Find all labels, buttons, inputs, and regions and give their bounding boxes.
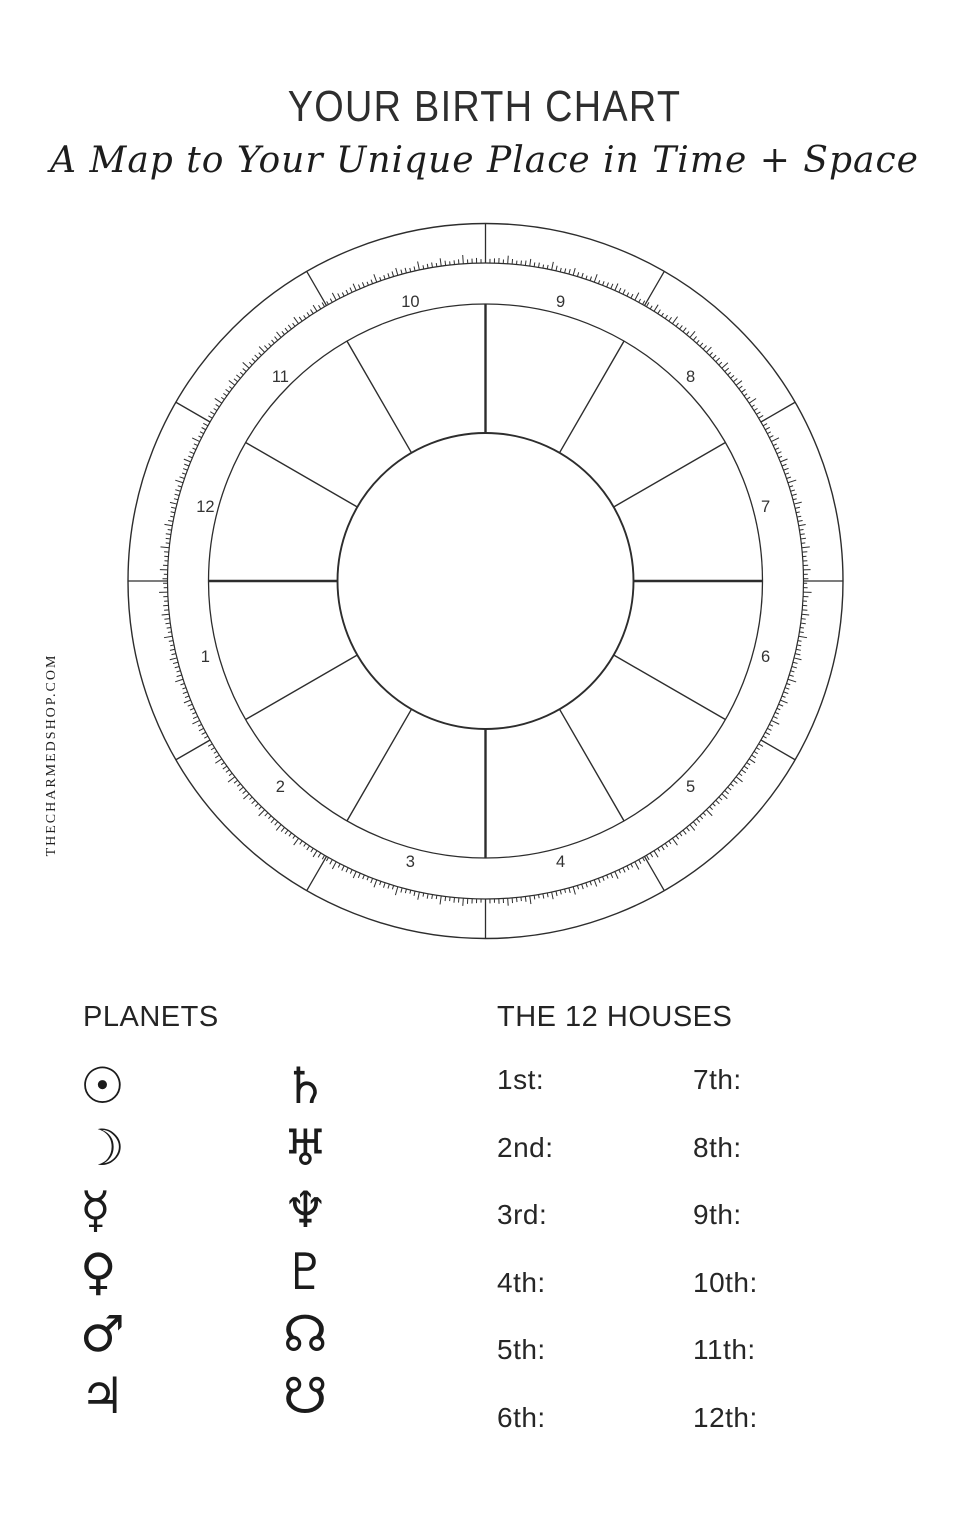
wheel-house-number-8: 8	[686, 367, 696, 386]
site-watermark: THECHARMEDSHOP.COM	[44, 653, 59, 857]
planet-glyph-pluto: ♇	[283, 1243, 328, 1301]
planet-glyph-sun: ☉	[80, 1057, 125, 1115]
house-cusp-line	[560, 709, 625, 821]
house-field-5th: 5th:	[497, 1334, 546, 1365]
house-field-12th: 12th:	[693, 1402, 758, 1433]
wheel-house-number-12: 12	[196, 497, 215, 516]
house-cusp-line	[614, 443, 726, 508]
house-field-2nd: 2nd:	[497, 1132, 554, 1163]
sign-division-line	[645, 271, 665, 305]
wheel-house-number-11: 11	[271, 367, 289, 386]
house-cusp-line	[614, 655, 726, 720]
wheel-house-number-7: 7	[761, 497, 771, 516]
houses-header: THE 12 HOUSES	[497, 1001, 733, 1033]
house-cusp-line	[246, 443, 358, 508]
inner-circle	[338, 433, 634, 729]
sign-division-line	[761, 740, 795, 760]
sign-division-line	[176, 740, 210, 760]
planet-glyph-venus: ♀	[80, 1243, 117, 1301]
wheel-house-number-1: 1	[200, 648, 210, 667]
sign-division-line	[761, 402, 795, 422]
page-subtitle: A Map to Your Unique Place in Time + Space	[50, 140, 919, 181]
house-cusp-line	[246, 655, 358, 720]
sign-division-line	[176, 402, 210, 422]
house-cusp-line	[347, 709, 412, 821]
house-field-11th: 11th:	[693, 1334, 756, 1365]
wheel-house-number-10: 10	[401, 292, 420, 311]
planet-glyph-neptune: ♆	[283, 1181, 328, 1239]
sign-division-line	[645, 856, 665, 890]
wheel-house-number-9: 9	[556, 292, 566, 311]
planet-glyph-moon: ☽	[80, 1119, 125, 1177]
page-title: YOUR BIRTH CHART	[287, 82, 682, 131]
planet-glyph-uranus: ♅	[283, 1119, 328, 1177]
planet-glyph-south-node: ☋	[283, 1367, 328, 1425]
house-field-4th: 4th:	[497, 1267, 546, 1298]
house-cusp-line	[560, 341, 625, 453]
house-field-1st: 1st:	[497, 1064, 545, 1095]
wheel-house-number-5: 5	[686, 778, 696, 797]
house-field-9th: 9th:	[693, 1199, 742, 1230]
sign-division-line	[307, 856, 327, 890]
wheel-house-number-4: 4	[556, 853, 566, 872]
planet-glyph-saturn: ♄	[283, 1057, 328, 1115]
planet-glyph-mercury: ☿	[80, 1181, 111, 1239]
planet-glyph-north-node: ☊	[283, 1305, 328, 1363]
wheel-house-number-6: 6	[761, 648, 771, 667]
house-field-3rd: 3rd:	[497, 1199, 548, 1230]
house-cusp-line	[347, 341, 412, 453]
sign-division-line	[307, 271, 327, 305]
planet-glyph-mars: ♂	[80, 1305, 125, 1363]
house-field-6th: 6th:	[497, 1402, 546, 1433]
wheel-house-number-2: 2	[275, 778, 285, 797]
planets-header: PLANETS	[83, 1001, 219, 1033]
house-field-7th: 7th:	[693, 1064, 742, 1095]
wheel-house-number-3: 3	[405, 853, 415, 872]
house-field-8th: 8th:	[693, 1132, 742, 1163]
planet-glyph-jupiter: ♃	[80, 1367, 125, 1425]
house-field-10th: 10th:	[693, 1267, 758, 1298]
